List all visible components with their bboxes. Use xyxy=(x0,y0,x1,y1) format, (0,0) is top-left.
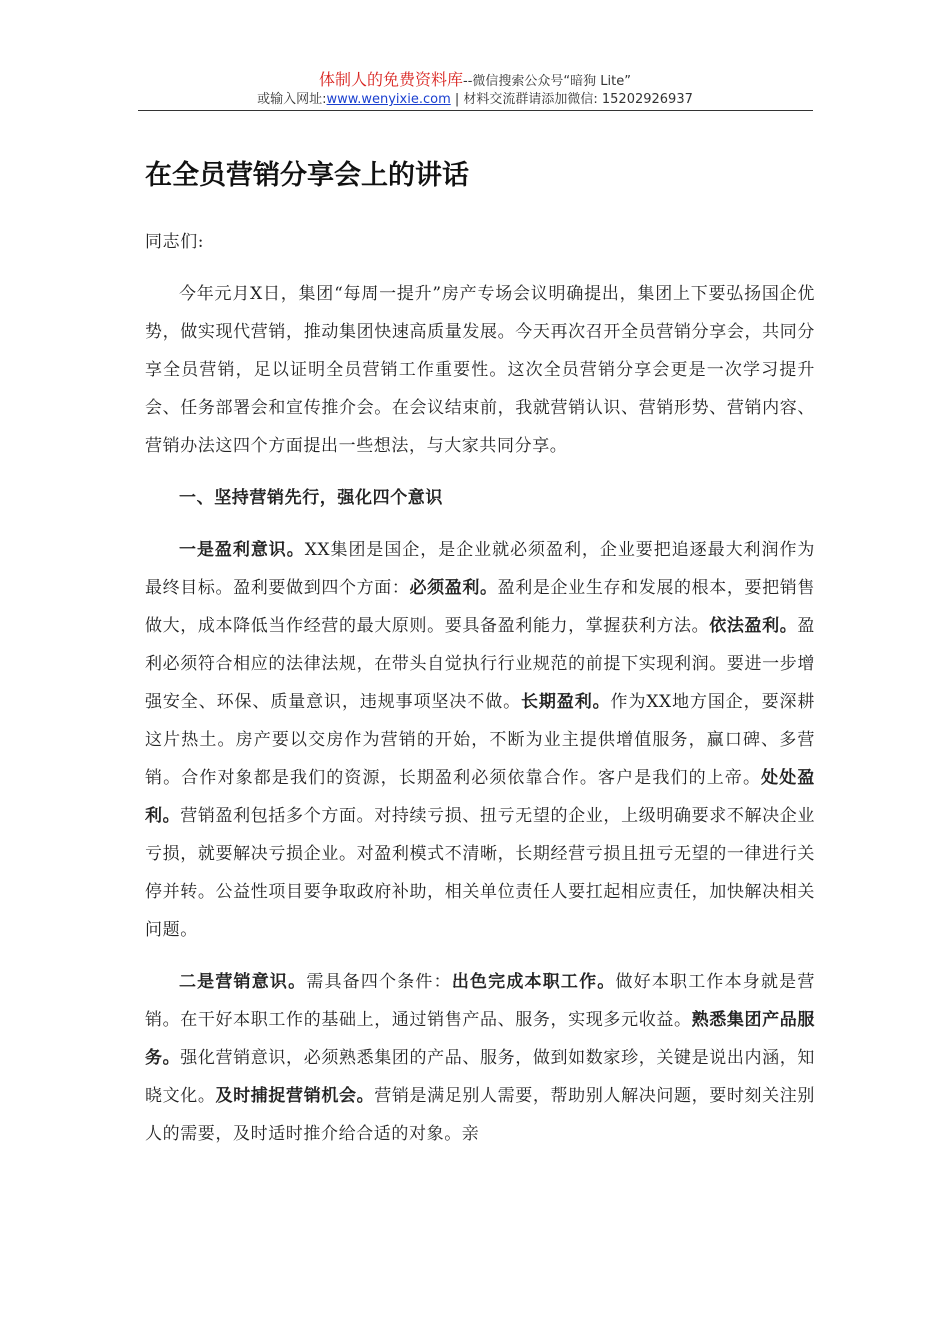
bold-term: 必须盈利。 xyxy=(409,578,498,598)
text-run: 盈利必须符合相应的法律法规，在带头自觉执行行业规范的前提下实现利润。要进一步增强安全、环保、质量意识，违规事项坚决不做。 xyxy=(145,616,816,712)
text-run: 做好本职工作本身就是营销。在干好本职工作的基础上，通过销售产品、服务，实现多元收益。 xyxy=(145,972,815,1030)
text-run: 盈利是企业生存和发展的根本，要把销售做大，成本降低当作经营的最大原则。要具备盈利能力，掌握获利方法。 xyxy=(145,578,816,636)
document-body xyxy=(145,185,815,1153)
website-link[interactable]: www.wenyixie.com xyxy=(326,92,451,107)
paragraph-marketing-awareness xyxy=(145,963,815,1153)
section-heading: 一、坚持营销先行，强化四个意识 xyxy=(179,488,443,508)
text-run: 需具备四个条件： xyxy=(306,972,452,992)
page-title: 在全员营销分享会上的讲话 xyxy=(145,160,469,191)
bold-term: 及时捕捉营销机会。 xyxy=(215,1086,375,1106)
salutation: 同志们: xyxy=(145,232,205,252)
bold-term: 处处盈利。 xyxy=(145,768,815,826)
text-run: 营销盈利包括多个方面。对持续亏损、扭亏无望的企业，上级明确要求不解决企业亏损，就要解决亏损企业。对盈利模式不清晰，长期经营亏损且扭亏无望的一律进行关停并转。公益性项目要争取政府补助，相关单位责任人要扛起相应责任，加快解决相关问题。 xyxy=(145,806,815,940)
bold-term: 熟悉集团产品服务。 xyxy=(145,1010,815,1068)
url-prefix: 或输入网址: xyxy=(257,92,327,107)
bold-lead: 一是盈利意识。 xyxy=(179,540,305,560)
brand-name: 体制人的免费资料库 xyxy=(319,70,464,89)
bold-lead: 二是营销意识。 xyxy=(179,972,307,992)
header-contact-line xyxy=(0,90,950,110)
header-subtitle: --微信搜索公众号“暗狗 Lite” xyxy=(463,74,631,89)
header-banner xyxy=(0,70,950,92)
bold-term: 依法盈利。 xyxy=(709,616,798,636)
contact-info: | 材料交流群请添加微信: 15202926937 xyxy=(450,92,693,107)
paragraph-profit-awareness xyxy=(145,531,815,949)
bold-term: 长期盈利。 xyxy=(521,692,611,712)
intro-paragraph: 今年元月X日，集团“每周一提升”房产专场会议明确提出，集团上下要弘扬国企优势，做实现代营销，推动集团快速高质量发展。今天再次召开全员营销分享会，共同分享全员营销，足以证明全员营销工作重要性。这次全员营销分享会更是一次学习提升会、任务部署会和宣传推介会。在会议结束前，我就营销认识、营销形势、营销内容、营销办法这四个方面提出一些想法，与大家共同分享。 xyxy=(145,284,815,456)
text-run: 作为XX地方国企，要深耕这片热土。房产要以交房作为营销的开始，不断为业主提供增值服务，赢口碑、多营销。合作对象都是我们的资源，长期盈利必须依靠合作。客户是我们的上帝。 xyxy=(145,692,816,788)
bold-term: 出色完成本职工作。 xyxy=(451,972,616,992)
header-divider xyxy=(138,110,813,111)
text-run: 强化营销意识，必须熟悉集团的产品、服务，做到如数家珍，关键是说出内涵，知晓文化。 xyxy=(145,1048,815,1106)
text-run: XX集团是国企，是企业就必须盈利，企业要把追逐最大利润作为最终目标。盈利要做到四个方面： xyxy=(145,540,816,598)
text-run: 营销是满足别人需要，帮助别人解决问题，要时刻关注别人的需要，及时适时推介给合适的对象。亲 xyxy=(145,1086,816,1144)
